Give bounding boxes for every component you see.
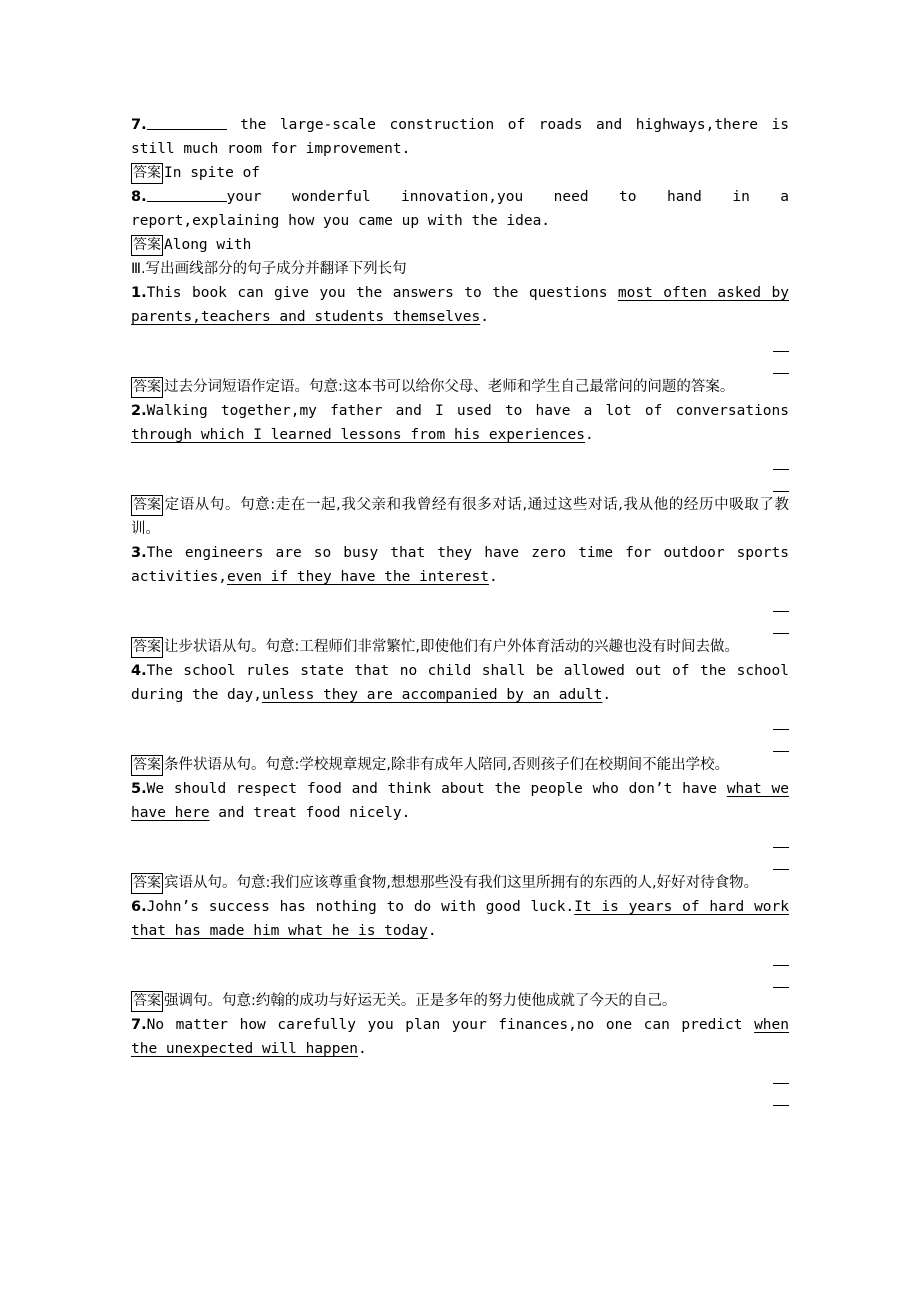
sentence-text: The school rules state that no child shall be allowed out of the school during the day, (131, 663, 789, 703)
underlined-part: when the unexpected will happen (131, 1017, 789, 1057)
question-number: 5. (131, 781, 147, 797)
answer-blank (147, 115, 227, 130)
short-line (773, 847, 789, 848)
short-line (773, 987, 789, 988)
answer-blank (147, 187, 227, 202)
question-number: 7. (131, 117, 147, 133)
translate-question-5 (131, 777, 789, 825)
translate-question-7 (131, 1013, 789, 1061)
sentence-end: and treat food nicely. (209, 805, 411, 821)
sentence-text: Walking together,my father and I used to have a lot of conversations (146, 403, 789, 419)
answer-space (131, 589, 789, 635)
answer-text: 让步状语从句。句意:工程师们非常繁忙,即使他们有户外体育活动的兴趣也没有时间去做。 (164, 639, 739, 655)
section-title: Ⅲ.写出画线部分的句子成分并翻译下列长句 (131, 261, 407, 277)
question-number: 2. (131, 403, 147, 419)
question-number: 4. (131, 663, 147, 679)
answer-text: Along with (164, 237, 252, 253)
short-line (773, 373, 789, 374)
translate-question-1 (131, 281, 789, 329)
underlined-part: through which I learned lessons from his experiences (131, 427, 585, 443)
translate-question-2 (131, 399, 789, 447)
short-line (773, 965, 789, 966)
sentence-end: . (488, 569, 498, 585)
answer-text: 条件状语从句。句意:学校规章规定,除非有成年人陪同,否则孩子们在校期间不能出学校。 (164, 757, 730, 773)
short-line (773, 491, 789, 492)
answer-space (131, 329, 789, 375)
answer-space (131, 447, 789, 493)
answer-space (131, 1061, 789, 1107)
short-line (773, 1083, 789, 1084)
underlined-part: even if they have the interest (227, 569, 489, 585)
fill-question-8 (131, 185, 789, 233)
fill-question-7 (131, 113, 789, 161)
sentence-text: John’s success has nothing to do with good luck. (146, 899, 575, 915)
answer-space (131, 943, 789, 989)
question-number: 7. (131, 1017, 147, 1033)
short-line (773, 351, 789, 352)
answer-line (131, 753, 789, 777)
sentence-end: . (357, 1041, 367, 1057)
sentence-end: . (584, 427, 594, 443)
answer-badge: 答案 (131, 755, 163, 776)
question-text: your wonderful innovation,you need to hand in a report,explaining how you came up with the idea. (131, 189, 789, 229)
sentence-text: This book can give you the answers to the questions (146, 285, 618, 301)
answer-badge: 答案 (131, 495, 163, 516)
sentence-text: No matter how carefully you plan your finances,no one can predict (146, 1017, 755, 1033)
answer-space (131, 707, 789, 753)
answer-badge: 答案 (131, 873, 163, 894)
sentence-text: The engineers are so busy that they have zero time for outdoor sports activities, (131, 545, 789, 585)
answer-line (131, 871, 789, 895)
short-line (773, 633, 789, 634)
answer-text: 过去分词短语作定语。句意:这本书可以给你父母、老师和学生自己最常问的问题的答案。 (164, 379, 735, 395)
short-line (773, 1105, 789, 1106)
translate-question-4 (131, 659, 789, 707)
answer-text: 定语从句。句意:走在一起,我父亲和我曾经有很多对话,通过这些对话,我从他的经历中吸取了教训。 (131, 497, 789, 537)
answer-badge: 答案 (131, 377, 163, 398)
question-number: 3. (131, 545, 147, 561)
translate-question-3 (131, 541, 789, 589)
question-number: 6. (131, 899, 147, 915)
worksheet-content (131, 113, 789, 1107)
answer-badge: 答案 (131, 991, 163, 1012)
sentence-end: . (480, 309, 489, 325)
sentence-text: We should respect food and think about the people who don’t have (146, 781, 727, 797)
answer-line (131, 375, 789, 399)
short-line (773, 611, 789, 612)
underlined-part: what we have here (131, 781, 790, 821)
answer-badge: 答案 (131, 235, 163, 256)
answer-line (131, 161, 789, 185)
question-text: the large-scale construction of roads and highways,there is still much room for improvement. (131, 117, 789, 157)
answer-badge: 答案 (131, 637, 163, 658)
underlined-part: most often asked by parents,teachers and students themselves (131, 285, 789, 325)
underlined-part: unless they are accompanied by an adult (261, 687, 603, 703)
sentence-end: . (602, 687, 612, 703)
underlined-part: It is years of hard work that has made him what he is today (131, 899, 789, 939)
answer-line (131, 635, 789, 659)
answer-text: 强调句。句意:约翰的成功与好运无关。正是多年的努力使他成就了今天的自己。 (164, 993, 677, 1009)
answer-line (131, 493, 789, 541)
answer-badge: 答案 (131, 163, 163, 184)
sentence-end: . (427, 923, 437, 939)
answer-text: In spite of (164, 165, 261, 181)
translate-question-6 (131, 895, 789, 943)
answer-space (131, 825, 789, 871)
answer-text: 宾语从句。句意:我们应该尊重食物,想想那些没有我们这里所拥有的东西的人,好好对待食物。 (164, 875, 759, 891)
short-line (773, 729, 789, 730)
answer-line (131, 989, 789, 1013)
short-line (773, 751, 789, 752)
question-number: 8. (131, 189, 147, 205)
answer-line (131, 233, 789, 257)
short-line (773, 469, 789, 470)
short-line (773, 869, 789, 870)
question-number: 1. (131, 285, 147, 301)
